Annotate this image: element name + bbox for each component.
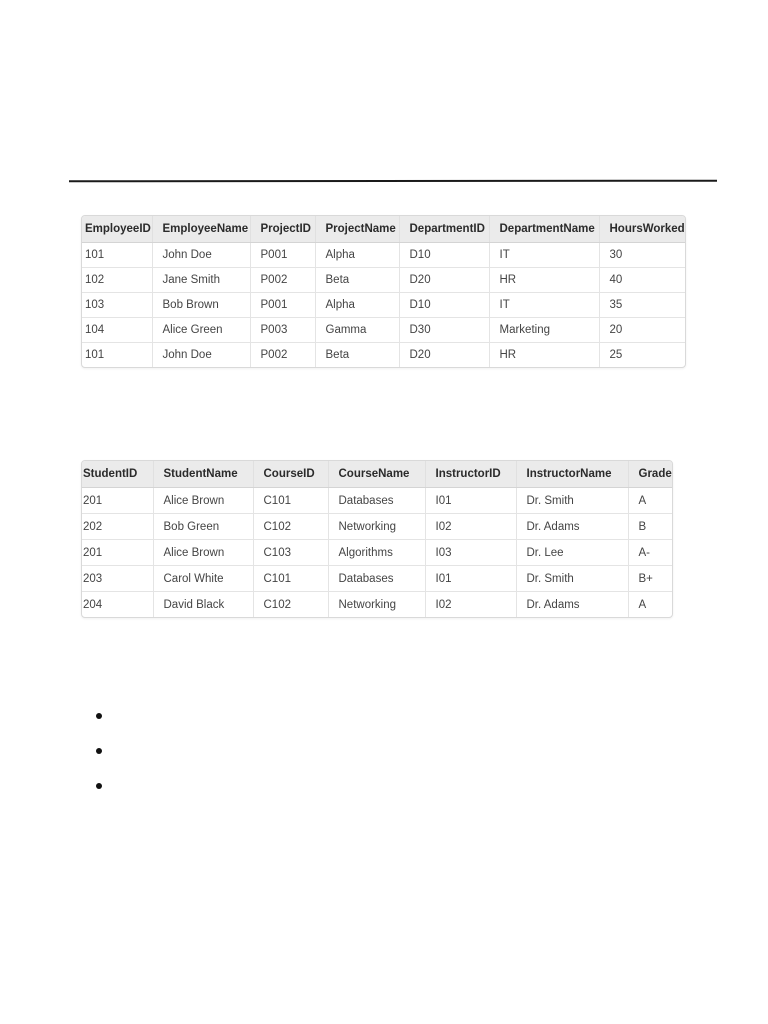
- employee-table: [81, 215, 686, 368]
- table-row: [82, 343, 685, 368]
- table-cell: P002: [250, 343, 315, 368]
- table-cell: Networking: [328, 514, 425, 540]
- bullet-icon: [96, 783, 102, 789]
- column-header: ProjectID: [250, 216, 315, 243]
- table-cell: Dr. Smith: [516, 566, 628, 592]
- table-cell: Marketing: [489, 318, 599, 343]
- table-cell: Databases: [328, 566, 425, 592]
- table-cell: P001: [250, 293, 315, 318]
- table-cell: 40: [599, 268, 685, 293]
- list-item: [96, 743, 116, 778]
- column-header: InstructorID: [425, 461, 516, 488]
- table-cell: 103: [82, 293, 152, 318]
- table-cell: I01: [425, 566, 516, 592]
- table-cell: I02: [425, 514, 516, 540]
- table-cell: B+: [628, 566, 672, 592]
- table-cell: IT: [489, 243, 599, 268]
- table-cell: Bob Brown: [152, 293, 250, 318]
- table-row: [82, 592, 672, 618]
- table-cell: Alice Brown: [153, 540, 253, 566]
- table-cell: 25: [609, 349, 623, 361]
- table-header-row: [82, 216, 685, 243]
- table-cell: D10: [399, 293, 489, 318]
- table-cell: Carol White: [153, 566, 253, 592]
- table-cell: HR: [489, 268, 599, 293]
- table-cell: Dr. Smith: [516, 488, 628, 514]
- table-cell: P003: [250, 318, 315, 343]
- table-cell: Dr. Lee: [516, 540, 628, 566]
- table-cell: 204: [82, 592, 153, 618]
- table-cell: 104: [82, 318, 152, 343]
- table-cell: John Doe: [152, 243, 250, 268]
- table-cell: David Black: [153, 592, 253, 618]
- table-cell: P001: [250, 243, 315, 268]
- table-cell: Databases: [328, 488, 425, 514]
- table-row: [82, 318, 685, 343]
- bullet-icon: [96, 713, 102, 719]
- table-cell: Bob Green: [153, 514, 253, 540]
- table-row: [82, 268, 685, 293]
- table-cell: A-: [628, 540, 672, 566]
- table-cell: Algorithms: [328, 540, 425, 566]
- table-cell: HR: [489, 343, 599, 368]
- table-cell: Beta: [315, 268, 399, 293]
- column-header: EmployeeName: [152, 216, 250, 243]
- table-row: [82, 514, 672, 540]
- table-cell: C103: [253, 540, 328, 566]
- table-cell: C102: [253, 514, 328, 540]
- table-cell: 201: [82, 488, 153, 514]
- table-row: [82, 243, 685, 268]
- bullet-icon: [96, 748, 102, 754]
- table-cell: Alice Brown: [153, 488, 253, 514]
- table-cell: 101: [82, 343, 152, 368]
- table-cell: Alpha: [315, 243, 399, 268]
- column-header: DepartmentName: [489, 216, 599, 243]
- bullet-list: [96, 708, 116, 813]
- student-table: [81, 460, 673, 618]
- table-cell: 35: [599, 293, 685, 318]
- table-cell: 102: [82, 268, 152, 293]
- list-item: [96, 778, 116, 813]
- column-header: CourseID: [253, 461, 328, 488]
- horizontal-rule: [69, 180, 717, 183]
- table-cell: Alpha: [315, 293, 399, 318]
- table-cell: Gamma: [315, 318, 399, 343]
- table-cell: I02: [425, 592, 516, 618]
- table-cell: D20: [399, 268, 489, 293]
- table-cell: B: [628, 514, 672, 540]
- table-cell: A: [638, 598, 647, 611]
- table-cell: C101: [253, 566, 328, 592]
- table-cell: 201: [82, 540, 153, 566]
- table-cell: John Doe: [152, 343, 250, 368]
- table-cell: P002: [250, 268, 315, 293]
- column-header: Grade: [628, 461, 672, 488]
- table-cell: C102: [253, 592, 328, 618]
- table-cell: Jane Smith: [152, 268, 250, 293]
- table-cell: Dr. Adams: [516, 592, 628, 618]
- column-header: DepartmentID: [399, 216, 489, 243]
- table-cell: A: [628, 488, 672, 514]
- table-cell: Beta: [315, 343, 399, 368]
- table-cell: I03: [425, 540, 516, 566]
- table-cell: 203: [82, 566, 153, 592]
- table-cell: IT: [489, 293, 599, 318]
- table-cell: D10: [399, 243, 489, 268]
- column-header: StudentName: [153, 461, 253, 488]
- column-header: InstructorName: [516, 461, 628, 488]
- table-cell: Alice Green: [152, 318, 250, 343]
- table-cell: D20: [399, 343, 489, 368]
- table-cell: 101: [82, 243, 152, 268]
- table-cell: C101: [253, 488, 328, 514]
- column-header: ProjectName: [315, 216, 399, 243]
- table-row: [82, 540, 672, 566]
- table-header-row: [82, 461, 672, 488]
- table-cell: Networking: [328, 592, 425, 618]
- column-header: StudentID: [82, 461, 153, 488]
- column-header: HoursWorked: [599, 216, 685, 243]
- table-row: [82, 293, 685, 318]
- list-item: [96, 708, 116, 743]
- table-cell: 20: [599, 318, 685, 343]
- table-cell: Dr. Adams: [516, 514, 628, 540]
- table-cell: D30: [399, 318, 489, 343]
- table-cell: I01: [425, 488, 516, 514]
- table-cell: 30: [599, 243, 685, 268]
- table-row: [82, 488, 672, 514]
- column-header: CourseName: [328, 461, 425, 488]
- column-header: EmployeeID: [82, 216, 152, 243]
- table-cell: 202: [82, 514, 153, 540]
- table-row: [82, 566, 672, 592]
